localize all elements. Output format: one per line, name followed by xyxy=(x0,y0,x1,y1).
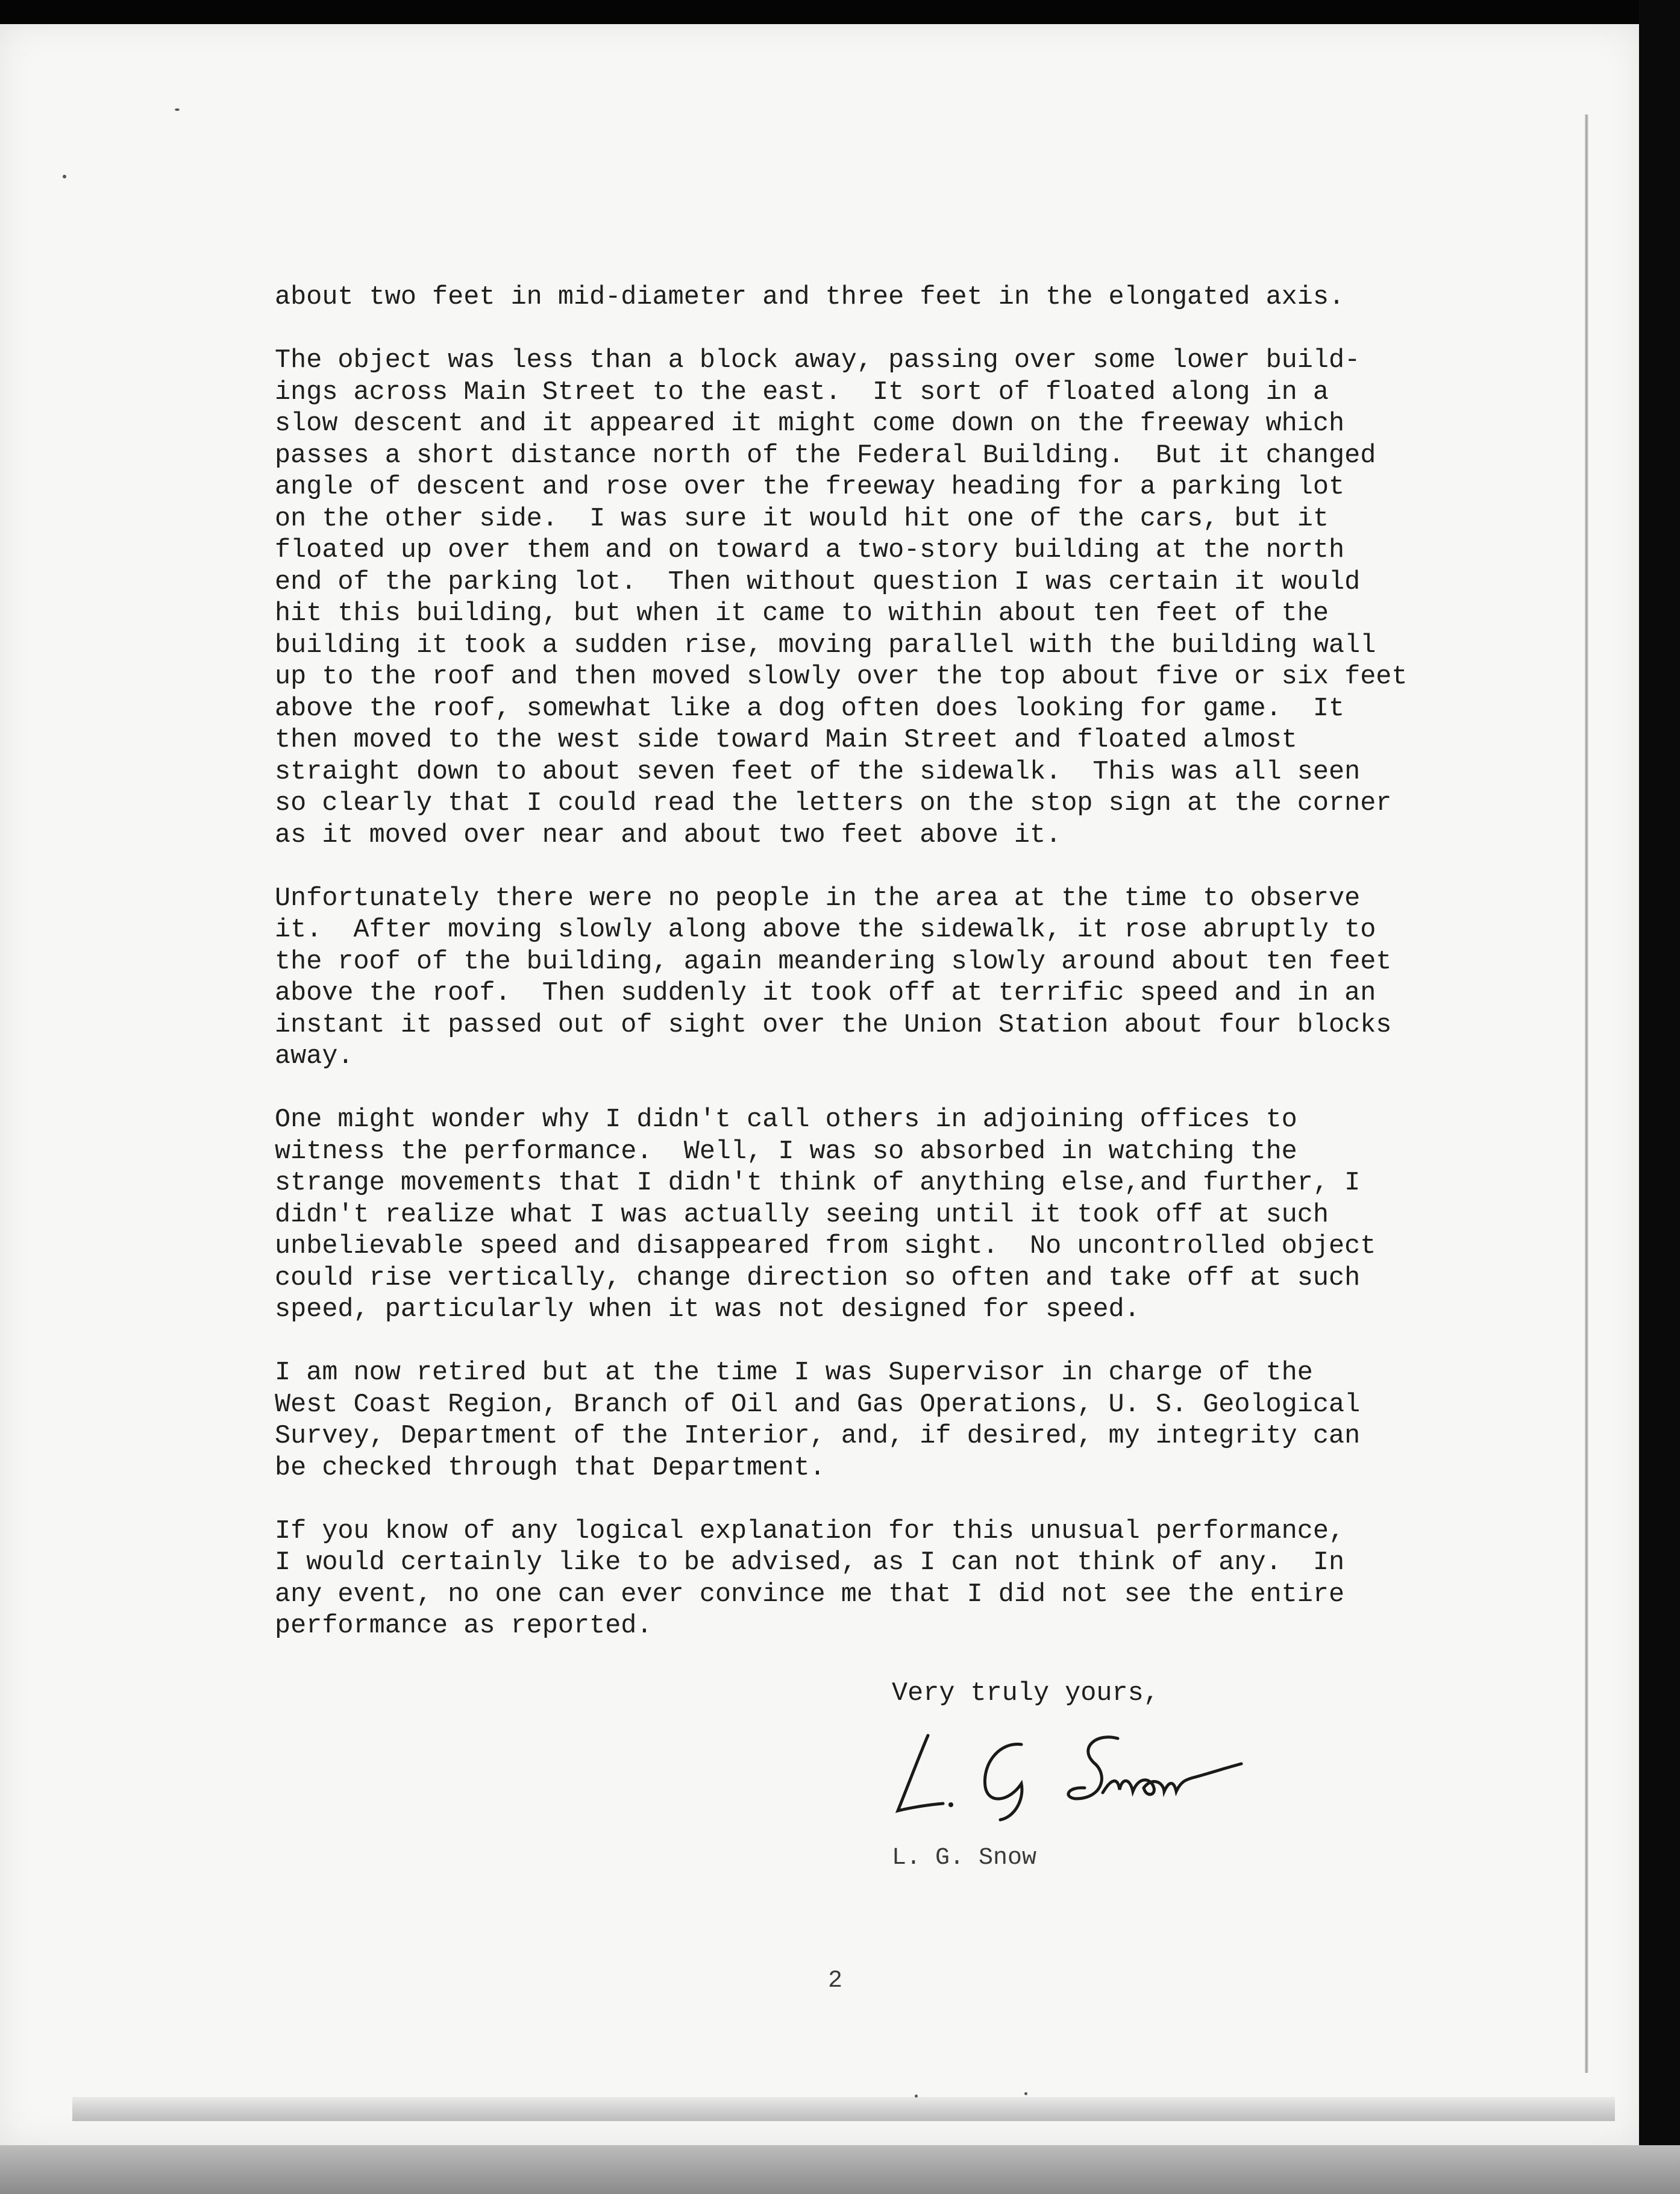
scan-frame-bottom xyxy=(0,2145,1680,2194)
scan-speck xyxy=(915,2095,918,2098)
signer-name: L. G. Snow xyxy=(892,1845,1037,1872)
handwritten-signature xyxy=(886,1720,1247,1823)
signature-text: L. G Snow xyxy=(886,1720,889,1721)
body-paragraph-1: about two feet in mid-diameter and three feet in the elongated axis. xyxy=(275,283,1345,312)
scan-frame-right xyxy=(1639,0,1680,2194)
scan-frame-top xyxy=(0,0,1680,24)
body-paragraph-4: One might wonder why I didn't call others in adjoining offices to witness the performance. Well, I was so absorbed in watching the strange movements that I didn't think of anything else,and further, I didn't realize what I was actually seeing until it took off at such unbelievable speed and disappeared from sight. No uncontrolled object could rise vertically, change direction so often and take off at such speed, particularly when it was not designed for speed. xyxy=(275,1105,1376,1324)
closing-salutation: Very truly yours, xyxy=(892,1679,1159,1708)
body-paragraph-3: Unfortunately there were no people in the area at the time to observe it. After moving slowly along above the sidewalk, it rose abruptly to the roof of the building, again meandering slowly around about ten feet above the roof. Then suddenly it took off at terrific speed and in an instant it passed out of sight over the Union Station about four blocks away. xyxy=(275,883,1392,1071)
body-paragraph-5: I am now retired but at the time I was Supervisor in charge of the West Coast Region, Branch of Oil and Gas Operations, U. S. Geological Survey, Department of the Interior, and, if desired, my integrity can be checked through that Department. xyxy=(275,1358,1361,1483)
body-paragraph-2: The object was less than a block away, passing over some lower build- ings across Main Street to the east. It sort of floated along in a slow descent and it appeared it might come down on the freeway which passes a short distance north of the Federal Building. But it changed angle of descent and rose over the freeway heading for a parking lot on the other side. I was sure it would hit one of the cars, but it floated up over them and on toward a two-story building at the north end of the parking lot. Then without question I was certain it would hit this building, but when it came to within about ten feet of the building it took a sudden rise, moving parallel with the building wall up to the roof and then moved slowly over the top about five or six feet above the roof, somewhat like a dog often does looking for game. It then moved to the west side toward Main Street and floated almost straight down to about seven feet of the sidewalk. This was all seen so clearly that I could read the letters on the stop sign at the corner as it moved over near and about two feet above it. xyxy=(275,346,1408,850)
scan-speck xyxy=(63,175,66,178)
page-bottom-shadow xyxy=(72,2097,1615,2121)
page-number: 2 xyxy=(828,1967,843,1995)
letter-body xyxy=(275,282,1480,1674)
body-paragraph-6: If you know of any logical explanation for this unusual performance, I would certainly like to be advised, as I can not think of any. In any event, no one can ever convince me that I did not see the entire performance as reported. xyxy=(275,1516,1345,1641)
scan-speck xyxy=(175,108,180,111)
scan-speck xyxy=(1024,2092,1027,2095)
page-fold-edge xyxy=(1585,114,1588,2073)
